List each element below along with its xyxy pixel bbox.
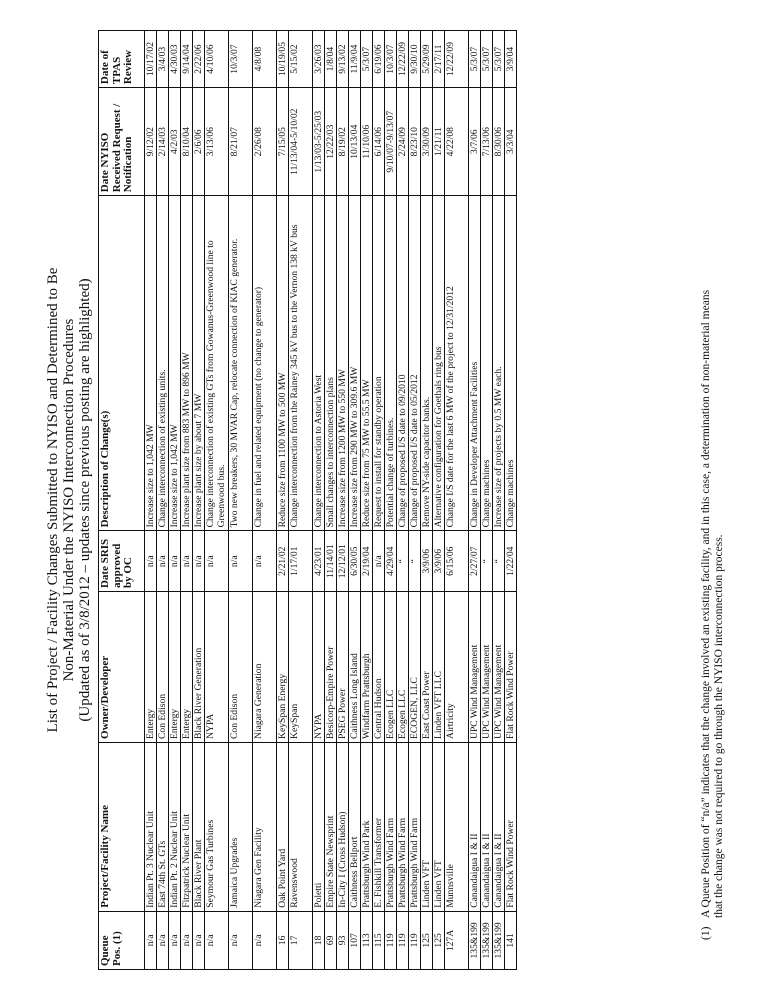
- title-line-3: (Updated as of 3/8/2012 – updates since previous posting are highlighted): [77, 278, 93, 722]
- cell-queue-pos: 125: [433, 911, 445, 969]
- cell-description: Change machines: [505, 196, 517, 531]
- cell-queue-pos: 119: [385, 911, 397, 969]
- cell-date-received: 11/10/06: [361, 88, 373, 196]
- cell-date-received: 8/21/07: [229, 88, 253, 196]
- cell-date-sris: n/a: [157, 531, 169, 592]
- cell-date-sris: 1/22/04: [505, 531, 517, 592]
- cell-description: Increase size to 1,042 MW: [169, 196, 181, 531]
- cell-date-received: 9/12/02: [145, 88, 157, 196]
- cell-description: Increase size of projects by 0.5 MW each.: [493, 196, 505, 531]
- cell-project-name: Caithness Bellport: [349, 742, 361, 911]
- cell-description: Increase size from 1200 MW to 550 MW: [337, 196, 349, 531]
- cell-project-name: Black River Plant: [193, 742, 205, 911]
- cell-date-tpas: 5/3/07: [361, 31, 373, 88]
- cell-project-name: Canandaigua I & II: [481, 742, 493, 911]
- cell-date-sris: n/a: [145, 531, 157, 592]
- cell-date-received: 8/10/04: [181, 88, 193, 196]
- cell-queue-pos: 18: [313, 911, 325, 969]
- cell-project-name: Indian Pt. 2 Nuclear Unit: [169, 742, 181, 911]
- cell-date-sris: 2/19/04: [361, 531, 373, 592]
- cell-date-received: 8/19/02: [337, 88, 349, 196]
- cell-description: Increase size to 1,042 MW: [145, 196, 157, 531]
- cell-date-tpas: 12/22/09: [445, 31, 469, 88]
- cell-project-name: Fitzpatrick Nuclear Unit: [181, 742, 193, 911]
- cell-date-received: 2/26/08: [253, 88, 277, 196]
- cell-date-tpas: 2/17/11: [433, 31, 445, 88]
- cell-queue-pos: n/a: [193, 911, 205, 969]
- cell-description: Change interconnection from the Rainey 345 kV bus to the Vernon 138 kV bus: [289, 196, 313, 531]
- cell-queue-pos: n/a: [145, 911, 157, 969]
- cell-date-tpas: 5/15/02: [289, 31, 313, 88]
- cell-owner-developer: Central Hudson: [373, 592, 385, 743]
- cell-project-name: Linden VFT: [421, 742, 433, 911]
- cell-description: Small changes to interconnection plans: [325, 196, 337, 531]
- cell-description: Change interconnection to Astoria West: [313, 196, 325, 531]
- table-row: [397, 31, 409, 970]
- cell-project-name: E. Fishkill Transformer: [373, 742, 385, 911]
- cell-owner-developer: Entergy: [145, 592, 157, 743]
- cell-queue-pos: 16: [277, 911, 289, 969]
- cell-queue-pos: 141: [505, 911, 517, 969]
- table-row: [313, 31, 325, 970]
- cell-date-tpas: 9/14/04: [181, 31, 193, 88]
- table-body: [145, 31, 517, 970]
- table-row: [481, 31, 493, 970]
- cell-date-sris: 3/9/06: [433, 531, 445, 592]
- table-row: [493, 31, 505, 970]
- cell-queue-pos: 17: [289, 911, 313, 969]
- footnote-line-1: A Queue Position of “n/a” indicates that the change involved an existing facility, and in this case, a determination of non-material means: [700, 289, 712, 918]
- cell-queue-pos: 135&199: [481, 911, 493, 969]
- cell-date-sris: n/a: [229, 531, 253, 592]
- cell-owner-developer: Linden VFT LLC: [433, 592, 445, 743]
- cell-date-sris: 4/23/01: [313, 531, 325, 592]
- cell-date-tpas: 10/3/07: [385, 31, 397, 88]
- footnote-number: (1): [700, 926, 712, 940]
- title-line-1: List of Project / Facility Changes Submitted to NYISO and Determined to Be: [45, 267, 61, 733]
- cell-project-name: Munnsville: [445, 742, 469, 911]
- cell-project-name: Canandaigua I & II: [469, 742, 481, 911]
- cell-owner-developer: Black River Generation: [193, 592, 205, 743]
- cell-queue-pos: 119: [409, 911, 421, 969]
- cell-date-tpas: 12/22/09: [397, 31, 409, 88]
- cell-date-received: 3/13/06: [205, 88, 229, 196]
- table-row: [229, 31, 253, 970]
- cell-date-tpas: 4/10/06: [205, 31, 229, 88]
- cell-date-sris: 2/27/07: [469, 531, 481, 592]
- table-header-row: [99, 31, 145, 970]
- table-row: [409, 31, 421, 970]
- cell-queue-pos: n/a: [253, 911, 277, 969]
- cell-date-received: 7/15/05: [277, 88, 289, 196]
- cell-date-sris: 11/14/01: [325, 531, 337, 592]
- cell-project-name: Ravenswood: [289, 742, 313, 911]
- cell-date-sris: n/a: [373, 531, 385, 592]
- cell-description: Increase size from 290 MW to 309.6 MW: [349, 196, 361, 531]
- cell-date-received: 12/22/03: [325, 88, 337, 196]
- cell-project-name: Prattsburgh Wind Farm: [409, 742, 421, 911]
- cell-project-name: Prattsburgh Wind Farm: [385, 742, 397, 911]
- cell-queue-pos: 127A: [445, 911, 469, 969]
- cell-date-tpas: 9/30/10: [409, 31, 421, 88]
- cell-date-sris: 6/15/06: [445, 531, 469, 592]
- cell-project-name: Empire State Newsprint: [325, 742, 337, 911]
- cell-date-tpas: 11/9/04: [349, 31, 361, 88]
- table-row: [505, 31, 517, 970]
- cell-description: Remove NY-side capacitor banks.: [421, 196, 433, 531]
- cell-owner-developer: East Coast Power: [421, 592, 433, 743]
- cell-queue-pos: 115: [373, 911, 385, 969]
- cell-date-tpas: 5/3/07: [469, 31, 481, 88]
- cell-description: Increase plant size from 883 MW to 896 MW: [181, 196, 193, 531]
- cell-description: Request to install for standby operation: [373, 196, 385, 531]
- cell-date-received: 10/13/04: [349, 88, 361, 196]
- cell-date-tpas: 10/19/05: [277, 31, 289, 88]
- cell-owner-developer: NYPA: [205, 592, 229, 743]
- footnote: [700, 60, 726, 940]
- cell-date-received: 1/21/11: [433, 88, 445, 196]
- column-header-date-sris: Date SRIS approved by OC: [99, 531, 145, 592]
- table-row: [349, 31, 361, 970]
- cell-date-sris: 1/17/01: [289, 531, 313, 592]
- cell-owner-developer: Entergy: [181, 592, 193, 743]
- cell-date-sris: “: [397, 531, 409, 592]
- cell-project-name: Linden VFT: [433, 742, 445, 911]
- cell-date-tpas: 4/8/08: [253, 31, 277, 88]
- cell-description: Two new breakers, 30 MVAR Cap, relocate connection of KIAC generator.: [229, 196, 253, 531]
- cell-date-sris: “: [493, 531, 505, 592]
- cell-owner-developer: Con Edison: [157, 592, 169, 743]
- cell-queue-pos: 125: [421, 911, 433, 969]
- cell-project-name: Prattsburgh Wind Park: [361, 742, 373, 911]
- column-header-project-name: Project/Facility Name: [99, 742, 145, 911]
- cell-description: Change I/S date for the last 6 MW of the project to 12/31/2012: [445, 196, 469, 531]
- cell-date-received: 8/23/10: [409, 88, 421, 196]
- cell-date-sris: n/a: [253, 531, 277, 592]
- table-row: [325, 31, 337, 970]
- cell-date-sris: 6/30/05: [349, 531, 361, 592]
- cell-date-sris: n/a: [181, 531, 193, 592]
- cell-project-name: Seymour Gas Turbines: [205, 742, 229, 911]
- cell-description: Potential change of turbines.: [385, 196, 397, 531]
- table-row: [205, 31, 229, 970]
- cell-date-tpas: 9/13/02: [337, 31, 349, 88]
- table-row: [445, 31, 469, 970]
- page-title: [45, 40, 93, 960]
- cell-date-sris: 3/9/06: [421, 531, 433, 592]
- cell-queue-pos: n/a: [157, 911, 169, 969]
- cell-date-tpas: 3/26/03: [313, 31, 325, 88]
- column-header-queue-pos: Queue Pos. (1): [99, 911, 145, 969]
- cell-queue-pos: 69: [325, 911, 337, 969]
- cell-owner-developer: UPC Wind Management: [493, 592, 505, 743]
- cell-owner-developer: Flat Rock Wind Power: [505, 592, 517, 743]
- cell-project-name: Oak Point Yard: [277, 742, 289, 911]
- cell-owner-developer: NYPA: [313, 592, 325, 743]
- cell-date-received: 9/10/07-9/13/07: [385, 88, 397, 196]
- cell-date-tpas: 5/29/09: [421, 31, 433, 88]
- cell-queue-pos: 119: [397, 911, 409, 969]
- table-row: [157, 31, 169, 970]
- cell-owner-developer: Con Edison: [229, 592, 253, 743]
- cell-date-received: 1/13/03-5/25/03: [313, 88, 325, 196]
- cell-description: Increase plant size by about 7 MW: [193, 196, 205, 531]
- cell-date-tpas: 2/22/06: [193, 31, 205, 88]
- cell-date-received: 3/3/04: [505, 88, 517, 196]
- cell-owner-developer: UPC Wind Management: [469, 592, 481, 743]
- cell-date-received: 8/30/06: [493, 88, 505, 196]
- table-row: [421, 31, 433, 970]
- column-header-date-tpas: Date of TPAS Review: [99, 31, 145, 88]
- cell-date-tpas: 3/4/03: [157, 31, 169, 88]
- cell-project-name: Jamaica Upgrades: [229, 742, 253, 911]
- footnote-line-2: that the change was not required to go through the NYISO interconnection process.: [713, 534, 725, 918]
- cell-project-name: Prattsburgh Wind Farm: [397, 742, 409, 911]
- cell-owner-developer: ECOGEN, LLC: [409, 592, 421, 743]
- cell-owner-developer: Besicorp-Empire Power: [325, 592, 337, 743]
- table-row: [469, 31, 481, 970]
- column-header-date-received: Date NYISO Received Request / Notification: [99, 88, 145, 196]
- cell-description: Alternative configuration for Goethals ring bus: [433, 196, 445, 531]
- cell-date-sris: 12/12/01: [337, 531, 349, 592]
- cell-description: Reduce size from 75 MW to 55.5 MW: [361, 196, 373, 531]
- cell-date-tpas: 5/3/07: [481, 31, 493, 88]
- cell-description: Reduce size from 1100 MW to 500 MW: [277, 196, 289, 531]
- cell-owner-developer: Ecogen LLC: [397, 592, 409, 743]
- cell-owner-developer: Niagara Generation: [253, 592, 277, 743]
- cell-description: Change of proposed I/S date to 05/2012: [409, 196, 421, 531]
- cell-date-sris: n/a: [169, 531, 181, 592]
- cell-date-sris: n/a: [193, 531, 205, 592]
- cell-date-received: 7/13/06: [481, 88, 493, 196]
- cell-date-received: 4/22/08: [445, 88, 469, 196]
- table-row: [433, 31, 445, 970]
- cell-date-tpas: 10/17/02: [145, 31, 157, 88]
- cell-project-name: Niagara Gen Facility: [253, 742, 277, 911]
- cell-date-received: 2/14/03: [157, 88, 169, 196]
- column-header-description: Description of Change(s): [99, 196, 145, 531]
- table-row: [289, 31, 313, 970]
- cell-description: Change of proposed I/S date to 09/2010: [397, 196, 409, 531]
- cell-date-received: 2/6/06: [193, 88, 205, 196]
- cell-description: Change interconnection of existing units.: [157, 196, 169, 531]
- cell-project-name: In-City I (Cross Hudson): [337, 742, 349, 911]
- cell-date-tpas: 1/8/04: [325, 31, 337, 88]
- cell-date-received: 4/2/03: [169, 88, 181, 196]
- cell-date-tpas: 6/19/06: [373, 31, 385, 88]
- cell-date-sris: “: [481, 531, 493, 592]
- cell-date-tpas: 10/3/07: [229, 31, 253, 88]
- cell-date-sris: 2/21/02: [277, 531, 289, 592]
- cell-queue-pos: n/a: [229, 911, 253, 969]
- cell-owner-developer: UPC Wind Management: [481, 592, 493, 743]
- cell-queue-pos: 135&199: [469, 911, 481, 969]
- table-row: [181, 31, 193, 970]
- cell-date-sris: n/a: [205, 531, 229, 592]
- cell-date-tpas: 4/30/03: [169, 31, 181, 88]
- cell-date-received: 11/13/04-5/10/02: [289, 88, 313, 196]
- cell-project-name: East 74th St. GTs: [157, 742, 169, 911]
- table-row: [337, 31, 349, 970]
- cell-owner-developer: KeySpan Energy: [277, 592, 289, 743]
- table-row: [169, 31, 181, 970]
- cell-owner-developer: Windfarm Prattsburgh: [361, 592, 373, 743]
- cell-project-name: Poletti: [313, 742, 325, 911]
- table-row: [373, 31, 385, 970]
- cell-date-received: 6/14/06: [373, 88, 385, 196]
- cell-queue-pos: n/a: [181, 911, 193, 969]
- cell-owner-developer: Ecogen LLC: [385, 592, 397, 743]
- table-row: [193, 31, 205, 970]
- cell-date-received: 3/30/09: [421, 88, 433, 196]
- cell-description: Change in Developer Attachment Facilities: [469, 196, 481, 531]
- cell-date-tpas: 3/9/04: [505, 31, 517, 88]
- cell-project-name: Flat Rock Wind Power: [505, 742, 517, 911]
- cell-owner-developer: KeySpan: [289, 592, 313, 743]
- cell-owner-developer: Entergy: [169, 592, 181, 743]
- cell-project-name: Canandaigua I & II: [493, 742, 505, 911]
- cell-queue-pos: 135&199: [493, 911, 505, 969]
- cell-queue-pos: 107: [349, 911, 361, 969]
- table-row: [145, 31, 157, 970]
- cell-owner-developer: Caithness Long Island: [349, 592, 361, 743]
- table-row: [277, 31, 289, 970]
- title-line-2: Non-Material Under the NYISO Interconnection Procedures: [61, 318, 77, 682]
- cell-project-name: Indian Pt. 3 Nuclear Unit: [145, 742, 157, 911]
- cell-date-tpas: 5/3/07: [493, 31, 505, 88]
- cell-owner-developer: PSEG Power: [337, 592, 349, 743]
- cell-description: Change machines: [481, 196, 493, 531]
- cell-queue-pos: n/a: [205, 911, 229, 969]
- cell-owner-developer: Airtricity: [445, 592, 469, 743]
- cell-description: Change interconnection of existing GTs from Gowanus-Greenwood line to Greenwood bus.: [205, 196, 229, 531]
- cell-queue-pos: 113: [361, 911, 373, 969]
- table-row: [361, 31, 373, 970]
- cell-date-sris: 4/29/04: [385, 531, 397, 592]
- changes-table: [98, 30, 517, 970]
- column-header-owner-developer: Owner/Developer: [99, 592, 145, 743]
- cell-queue-pos: n/a: [169, 911, 181, 969]
- cell-description: Change in fuel and related equipment (no change to generator): [253, 196, 277, 531]
- table-row: [253, 31, 277, 970]
- cell-date-received: 2/24/09: [397, 88, 409, 196]
- cell-date-received: 3/7/06: [469, 88, 481, 196]
- table-row: [385, 31, 397, 970]
- cell-queue-pos: 93: [337, 911, 349, 969]
- cell-date-sris: “: [409, 531, 421, 592]
